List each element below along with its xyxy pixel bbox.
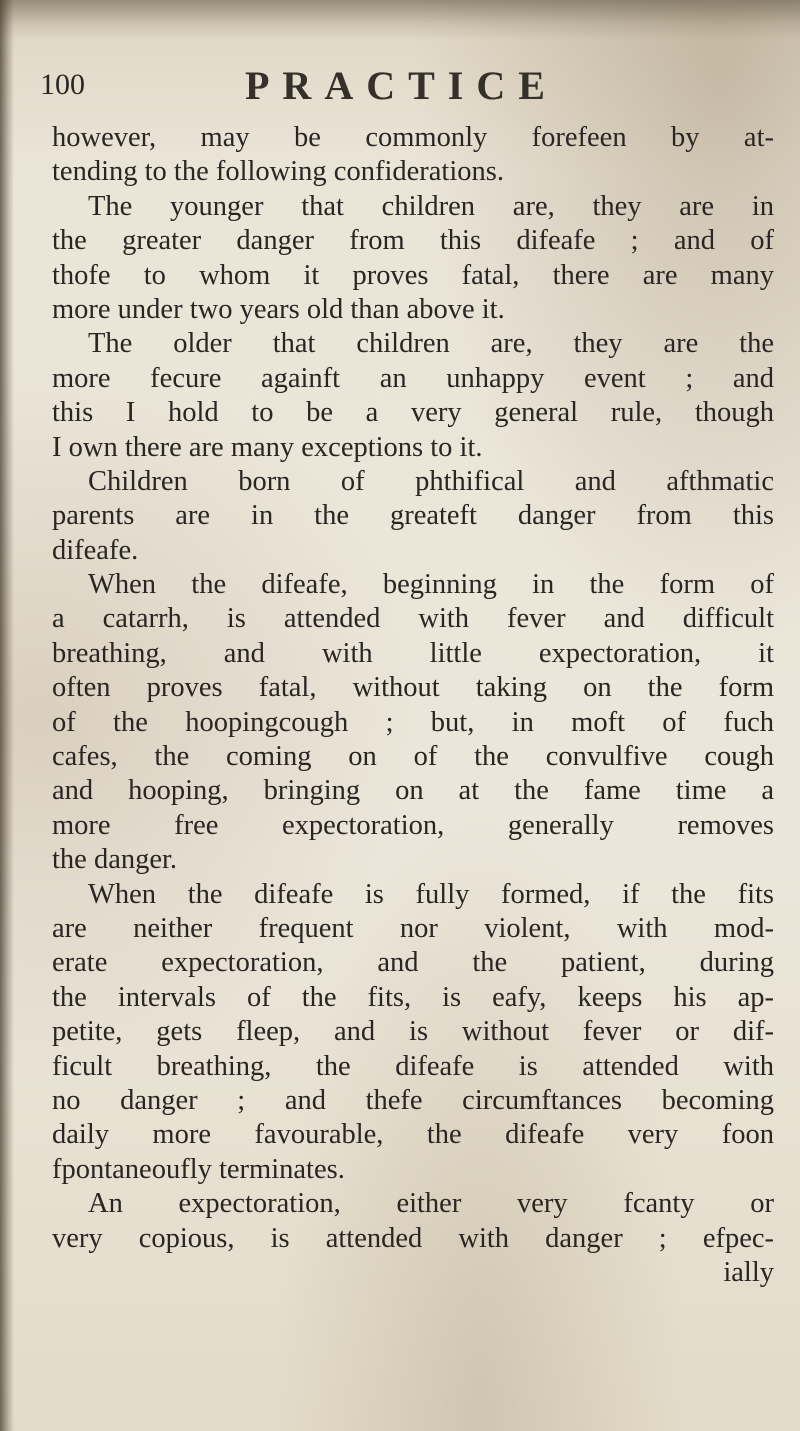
text-line: very copious, is attended with danger ; efpec-: [52, 1222, 774, 1254]
running-title: PRACTICE: [245, 63, 558, 108]
text-line: cafes, the coming on of the convulfive cough: [52, 741, 774, 773]
text-line: erate expectoration, and the patient, during: [52, 947, 774, 979]
text-line: fpontaneoufly terminates.: [52, 1153, 345, 1185]
text-line: The younger that children are, they are in: [88, 190, 774, 222]
text-line: petite, gets fleep, and is without fever or dif-: [52, 1016, 774, 1048]
text-line: I own there are many exceptions to it.: [52, 431, 483, 463]
text-line: often proves fatal, without taking on the form: [52, 672, 774, 704]
page-binding-edge: [0, 0, 14, 1431]
text-line: When the difeafe, beginning in the form of: [88, 569, 774, 601]
body-text: [52, 121, 774, 1290]
running-head: [40, 62, 760, 110]
catchword: ially: [723, 1256, 774, 1288]
text-line: parents are in the greateft danger from this: [52, 500, 774, 532]
text-line: daily more favourable, the difeafe very foon: [52, 1119, 774, 1151]
page-number: 100: [40, 68, 85, 101]
text-line: Children born of phthifical and afthmatic: [88, 465, 774, 497]
text-line: however, may be commonly forefeen by at-: [52, 122, 774, 153]
text-line: more free expectoration, generally removes: [52, 809, 774, 841]
text-line: are neither frequent nor violent, with mod-: [52, 912, 774, 944]
text-line: tending to the following confiderations.: [52, 156, 504, 188]
page-top-shadow: [0, 0, 800, 40]
text-line: the danger.: [52, 844, 178, 876]
text-line: of the hoopingcough ; but, in moft of fuch: [52, 706, 774, 738]
text-line: The older that children are, they are the: [88, 328, 774, 360]
text-line: more fecure againft an unhappy event ; and: [52, 362, 774, 394]
text-line: the intervals of the fits, is eafy, keeps his ap-: [52, 981, 774, 1013]
text-line: An expectoration, either very fcanty or: [88, 1188, 774, 1220]
text-line: no danger ; and thefe circumftances becoming: [52, 1084, 774, 1116]
text-line: breathing, and with little expectoration, it: [52, 637, 774, 669]
text-line: When the difeafe is fully formed, if the fits: [88, 878, 774, 910]
text-line: more under two years old than above it.: [52, 293, 505, 325]
text-line: thofe to whom it proves fatal, there are many: [52, 259, 774, 291]
text-line: and hooping, bringing on at the fame time a: [52, 775, 774, 807]
text-line: ficult breathing, the difeafe is attended with: [52, 1050, 774, 1082]
text-line: a catarrh, is attended with fever and difficult: [52, 603, 774, 635]
text-line: difeafe.: [52, 534, 139, 566]
text-line: the greater danger from this difeafe ; and of: [52, 225, 774, 257]
text-line: this I hold to be a very general rule, though: [52, 397, 774, 429]
